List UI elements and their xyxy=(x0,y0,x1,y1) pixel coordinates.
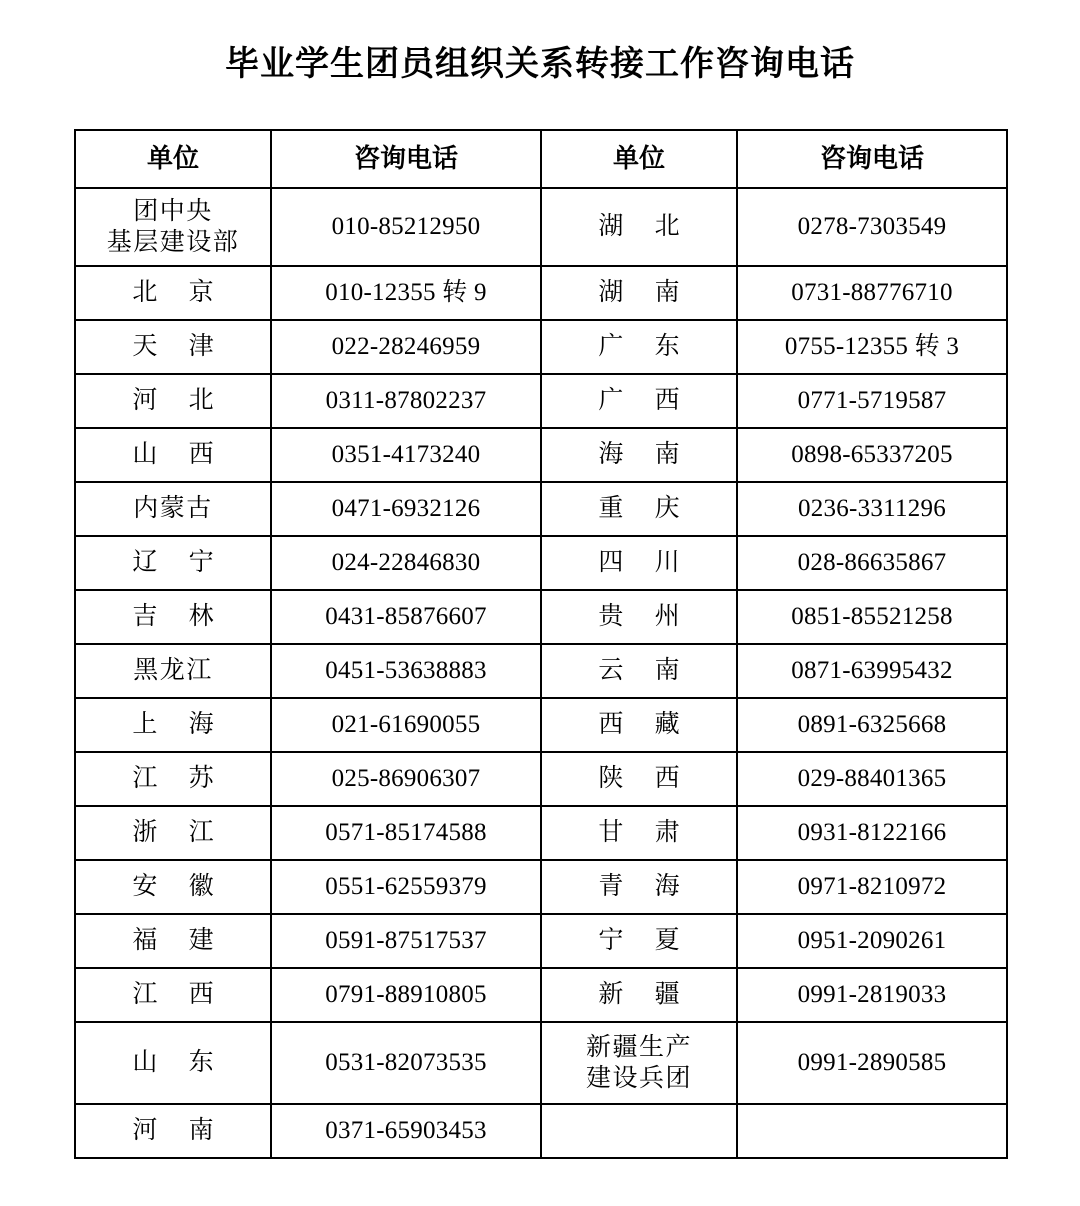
tel-cell-left: 0451-53638883 xyxy=(271,644,541,698)
unit-cell-left: 江 苏 xyxy=(75,752,271,806)
unit-cell-left: 吉 林 xyxy=(75,590,271,644)
unit-cell-left xyxy=(75,188,271,266)
unit-cell-right xyxy=(541,1104,737,1158)
unit-cell-left: 河 北 xyxy=(75,374,271,428)
phone-table-container xyxy=(74,129,1006,1159)
consultation-phone-table xyxy=(74,129,1008,1159)
table-row xyxy=(75,428,1007,482)
unit-cell-left: 安 徽 xyxy=(75,860,271,914)
unit-cell-left: 黑龙江 xyxy=(75,644,271,698)
tel-cell-right: 0951-2090261 xyxy=(737,914,1007,968)
column-header-unit-left: 单位 xyxy=(75,130,271,188)
unit-line: 建设兵团 xyxy=(585,1065,692,1092)
unit-cell-right: 宁 夏 xyxy=(541,914,737,968)
tel-cell-left: 0371-65903453 xyxy=(271,1104,541,1158)
tel-cell-right: 0931-8122166 xyxy=(737,806,1007,860)
unit-cell-right: 甘 肃 xyxy=(541,806,737,860)
unit-cell-right: 新 疆 xyxy=(541,968,737,1022)
tel-cell-left: 0591-87517537 xyxy=(271,914,541,968)
tel-cell-right: 0871-63995432 xyxy=(737,644,1007,698)
unit-cell-left: 河 南 xyxy=(75,1104,271,1158)
tel-cell-right: 0731-88776710 xyxy=(737,266,1007,320)
table-row xyxy=(75,1022,1007,1104)
table-row xyxy=(75,482,1007,536)
tel-cell-right: 0236-3311296 xyxy=(737,482,1007,536)
tel-cell-right xyxy=(737,1104,1007,1158)
unit-cell-right: 重 庆 xyxy=(541,482,737,536)
table-row xyxy=(75,914,1007,968)
column-header-tel-left: 咨询电话 xyxy=(271,130,541,188)
tel-cell-right: 0851-85521258 xyxy=(737,590,1007,644)
table-header-row xyxy=(75,130,1007,188)
unit-cell-left: 辽 宁 xyxy=(75,536,271,590)
unit-cell-right: 广 东 xyxy=(541,320,737,374)
tel-cell-right: 0971-8210972 xyxy=(737,860,1007,914)
unit-cell-right: 西 藏 xyxy=(541,698,737,752)
tel-cell-right: 0991-2819033 xyxy=(737,968,1007,1022)
tel-cell-right: 0755-12355 转 3 xyxy=(737,320,1007,374)
tel-cell-right: 029-88401365 xyxy=(737,752,1007,806)
tel-cell-left: 0471-6932126 xyxy=(271,482,541,536)
column-header-unit-right: 单位 xyxy=(541,130,737,188)
table-row xyxy=(75,374,1007,428)
tel-cell-left: 022-28246959 xyxy=(271,320,541,374)
table-row xyxy=(75,320,1007,374)
table-row xyxy=(75,188,1007,266)
unit-line: 新疆生产 xyxy=(585,1033,692,1061)
unit-cell-right: 湖 南 xyxy=(541,266,737,320)
tel-cell-left: 0551-62559379 xyxy=(271,860,541,914)
unit-cell-left: 福 建 xyxy=(75,914,271,968)
table-row xyxy=(75,806,1007,860)
tel-cell-left: 010-85212950 xyxy=(271,188,541,266)
tel-cell-right: 0891-6325668 xyxy=(737,698,1007,752)
document-page xyxy=(0,36,1080,1206)
table-row xyxy=(75,266,1007,320)
tel-cell-left: 0351-4173240 xyxy=(271,428,541,482)
unit-cell-left: 江 西 xyxy=(75,968,271,1022)
tel-cell-left: 025-86906307 xyxy=(271,752,541,806)
table-row xyxy=(75,1104,1007,1158)
unit-cell-left: 浙 江 xyxy=(75,806,271,860)
table-row xyxy=(75,590,1007,644)
tel-cell-right: 028-86635867 xyxy=(737,536,1007,590)
unit-cell-left: 天 津 xyxy=(75,320,271,374)
unit-line: 团中央 xyxy=(133,197,213,225)
table-row xyxy=(75,968,1007,1022)
column-header-tel-right: 咨询电话 xyxy=(737,130,1007,188)
tel-cell-left: 010-12355 转 9 xyxy=(271,266,541,320)
unit-cell-right: 海 南 xyxy=(541,428,737,482)
unit-cell-left: 内蒙古 xyxy=(75,482,271,536)
tel-cell-left: 0791-88910805 xyxy=(271,968,541,1022)
tel-cell-left: 0311-87802237 xyxy=(271,374,541,428)
unit-cell-right: 湖 北 xyxy=(541,188,737,266)
tel-cell-left: 0571-85174588 xyxy=(271,806,541,860)
unit-cell-right: 陕 西 xyxy=(541,752,737,806)
table-row xyxy=(75,644,1007,698)
unit-cell-right xyxy=(541,1022,737,1104)
tel-cell-right: 0771-5719587 xyxy=(737,374,1007,428)
unit-cell-left: 山 西 xyxy=(75,428,271,482)
tel-cell-right: 0278-7303549 xyxy=(737,188,1007,266)
unit-cell-right: 青 海 xyxy=(541,860,737,914)
page-title: 毕业学生团员组织关系转接工作咨询电话 xyxy=(225,46,855,83)
unit-cell-left: 山 东 xyxy=(75,1022,271,1104)
tel-cell-left: 0431-85876607 xyxy=(271,590,541,644)
tel-cell-left: 0531-82073535 xyxy=(271,1022,541,1104)
unit-line: 基层建设部 xyxy=(106,229,240,256)
table-row xyxy=(75,536,1007,590)
unit-cell-right: 四 川 xyxy=(541,536,737,590)
unit-cell-left: 上 海 xyxy=(75,698,271,752)
unit-cell-right: 贵 州 xyxy=(541,590,737,644)
table-body xyxy=(75,188,1007,1158)
tel-cell-right: 0991-2890585 xyxy=(737,1022,1007,1104)
tel-cell-right: 0898-65337205 xyxy=(737,428,1007,482)
unit-cell-left: 北 京 xyxy=(75,266,271,320)
unit-cell-right: 广 西 xyxy=(541,374,737,428)
table-row xyxy=(75,860,1007,914)
table-row xyxy=(75,752,1007,806)
unit-cell-right: 云 南 xyxy=(541,644,737,698)
tel-cell-left: 024-22846830 xyxy=(271,536,541,590)
tel-cell-left: 021-61690055 xyxy=(271,698,541,752)
table-row xyxy=(75,698,1007,752)
